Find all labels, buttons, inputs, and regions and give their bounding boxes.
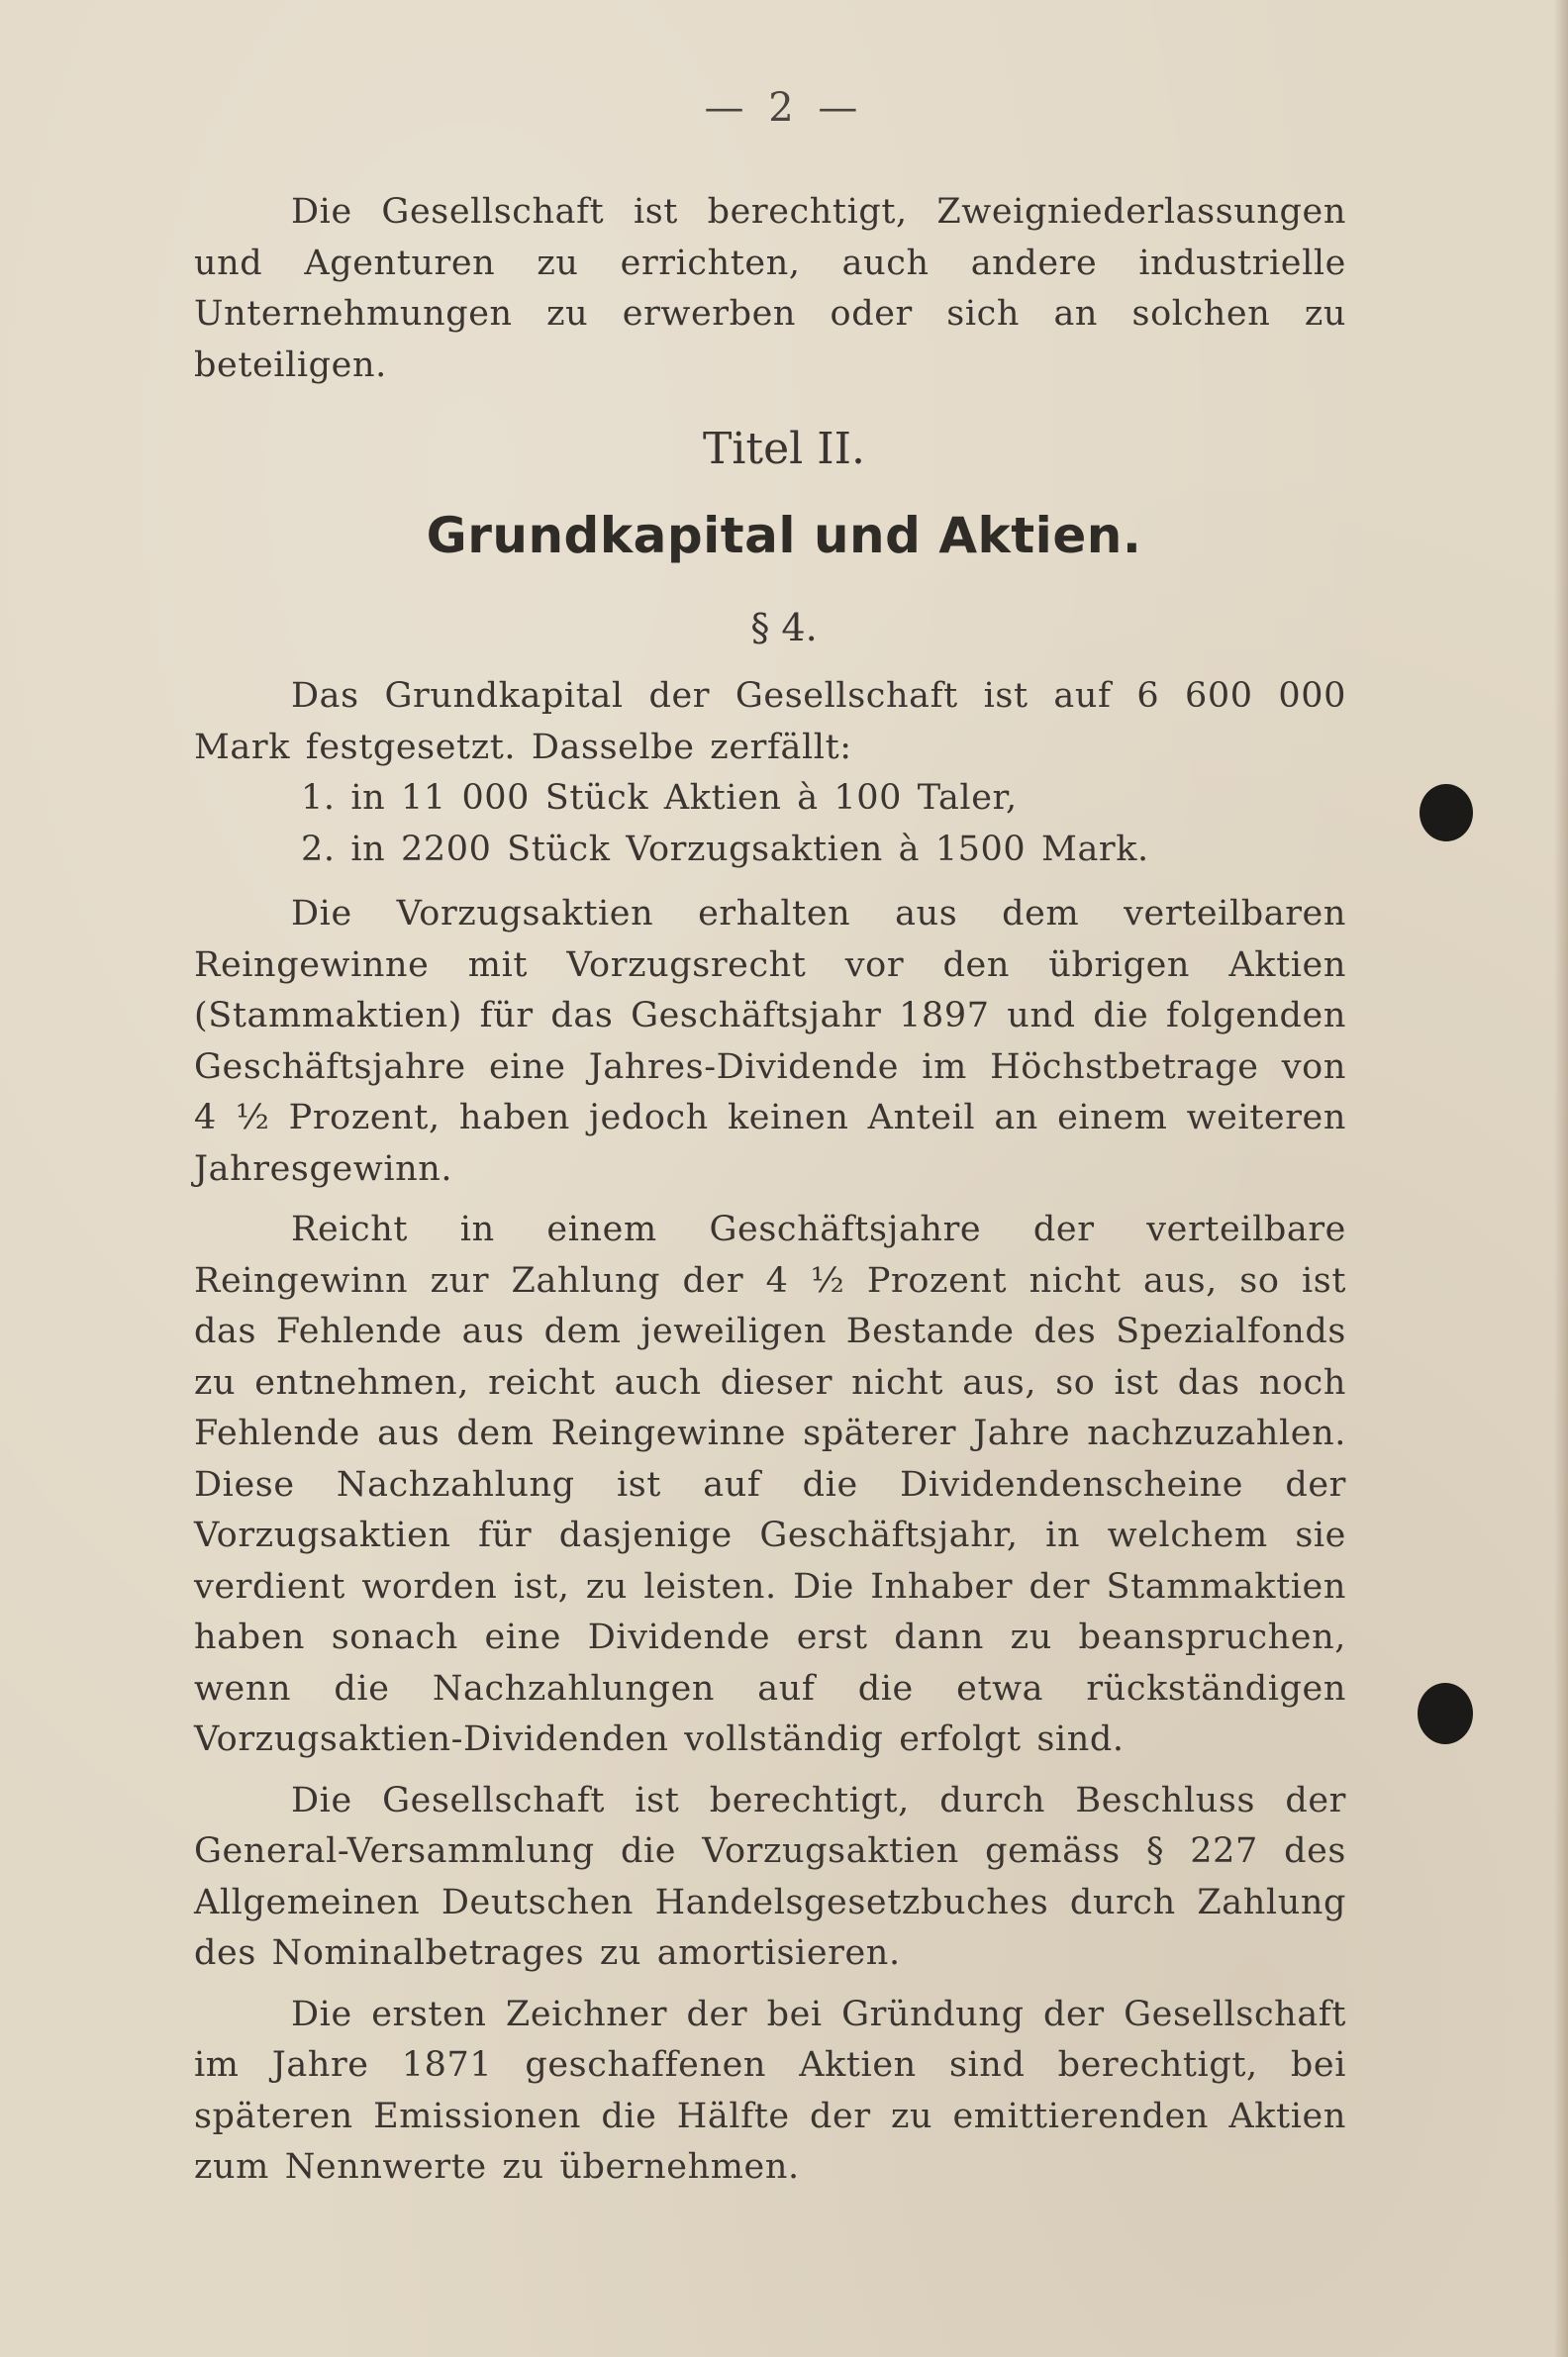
page-number: — 2 — bbox=[704, 85, 864, 131]
body-paragraph: Die Gesellschaft ist berechtigt, durch Beschluss der General-Versammlung die Vorzugsaktien gemäss § 227 des Allgemeinen Deutschen Handelsgesetzbuches durch Zahlung des Nominalbetrages zu amortisieren. bbox=[194, 1780, 1346, 1973]
body-block bbox=[194, 889, 1346, 2194]
paragraph-number: § 4. bbox=[750, 606, 818, 649]
intro-paragraph: Die Gesellschaft ist berechtigt, Zweigniederlassungen und Agenturen zu errichten, auch andere industrielle Unternehmungen zu erwerben oder sich an solchen zu beteiligen. bbox=[194, 192, 1346, 385]
punch-hole bbox=[1420, 784, 1473, 841]
body-paragraph: Reicht in einem Geschäftsjahre der verteilbare Reingewinn zur Zahlung der 4 ½ Prozent nicht aus, so ist das Fehlende aus dem jeweiligen Bestande des Spezialfonds zu entnehmen, reicht auch dieser nicht aus, so ist das noch Fehlende aus dem Reingewinne späterer Jahre nachzuzahlen. Diese Nachzahlung ist auf die Dividendenscheine der Vorzugsaktien für dasjenige Geschäftsjahr, in welchem sie verdient worden ist, zu leisten. Die Inhaber der Stammaktien haben sonach eine Dividende erst dann zu beanspruchen, wenn die Nachzahlungen auf die etwa rückständigen Vorzugsaktien-Dividenden vollständig erfolgt sind. bbox=[194, 1210, 1346, 1759]
body-paragraph: Die Vorzugsaktien erhalten aus dem verteilbaren Reingewinne mit Vorzugsrecht vor den übrigen Aktien (Stammaktien) für das Geschäftsjahr 1897 und die folgenden Geschäftsjahre eine Jahres-Dividende im Höchstbetrage von 4 ½ Prozent, haben jedoch keinen Anteil an einem weiteren Jahresgewinn. bbox=[194, 894, 1346, 1189]
section-heading: Grundkapital und Aktien. bbox=[426, 507, 1142, 564]
capital-block bbox=[194, 671, 1346, 875]
intro-block bbox=[194, 187, 1346, 391]
list-item: 1. in 11 000 Stück Aktien à 100 Taler, bbox=[301, 778, 1018, 818]
section-title: Titel II. bbox=[703, 424, 865, 474]
list-item: 2. in 2200 Stück Vorzugsaktien à 1500 Mark. bbox=[301, 829, 1149, 869]
capital-paragraph: Das Grundkapital der Gesellschaft ist auf 6 600 000 Mark festgesetzt. Dasselbe zerfällt: bbox=[194, 676, 1346, 767]
punch-hole bbox=[1418, 1683, 1473, 1744]
page-edge-shadow bbox=[1554, 0, 1568, 2357]
body-paragraph: Die ersten Zeichner der bei Gründung der Gesellschaft im Jahre 1871 geschaffenen Aktien sind berechtigt, bei späteren Emissionen die Hälfte der zu emittierenden Aktien zum Nennwerte zu übernehmen. bbox=[194, 1994, 1346, 2187]
